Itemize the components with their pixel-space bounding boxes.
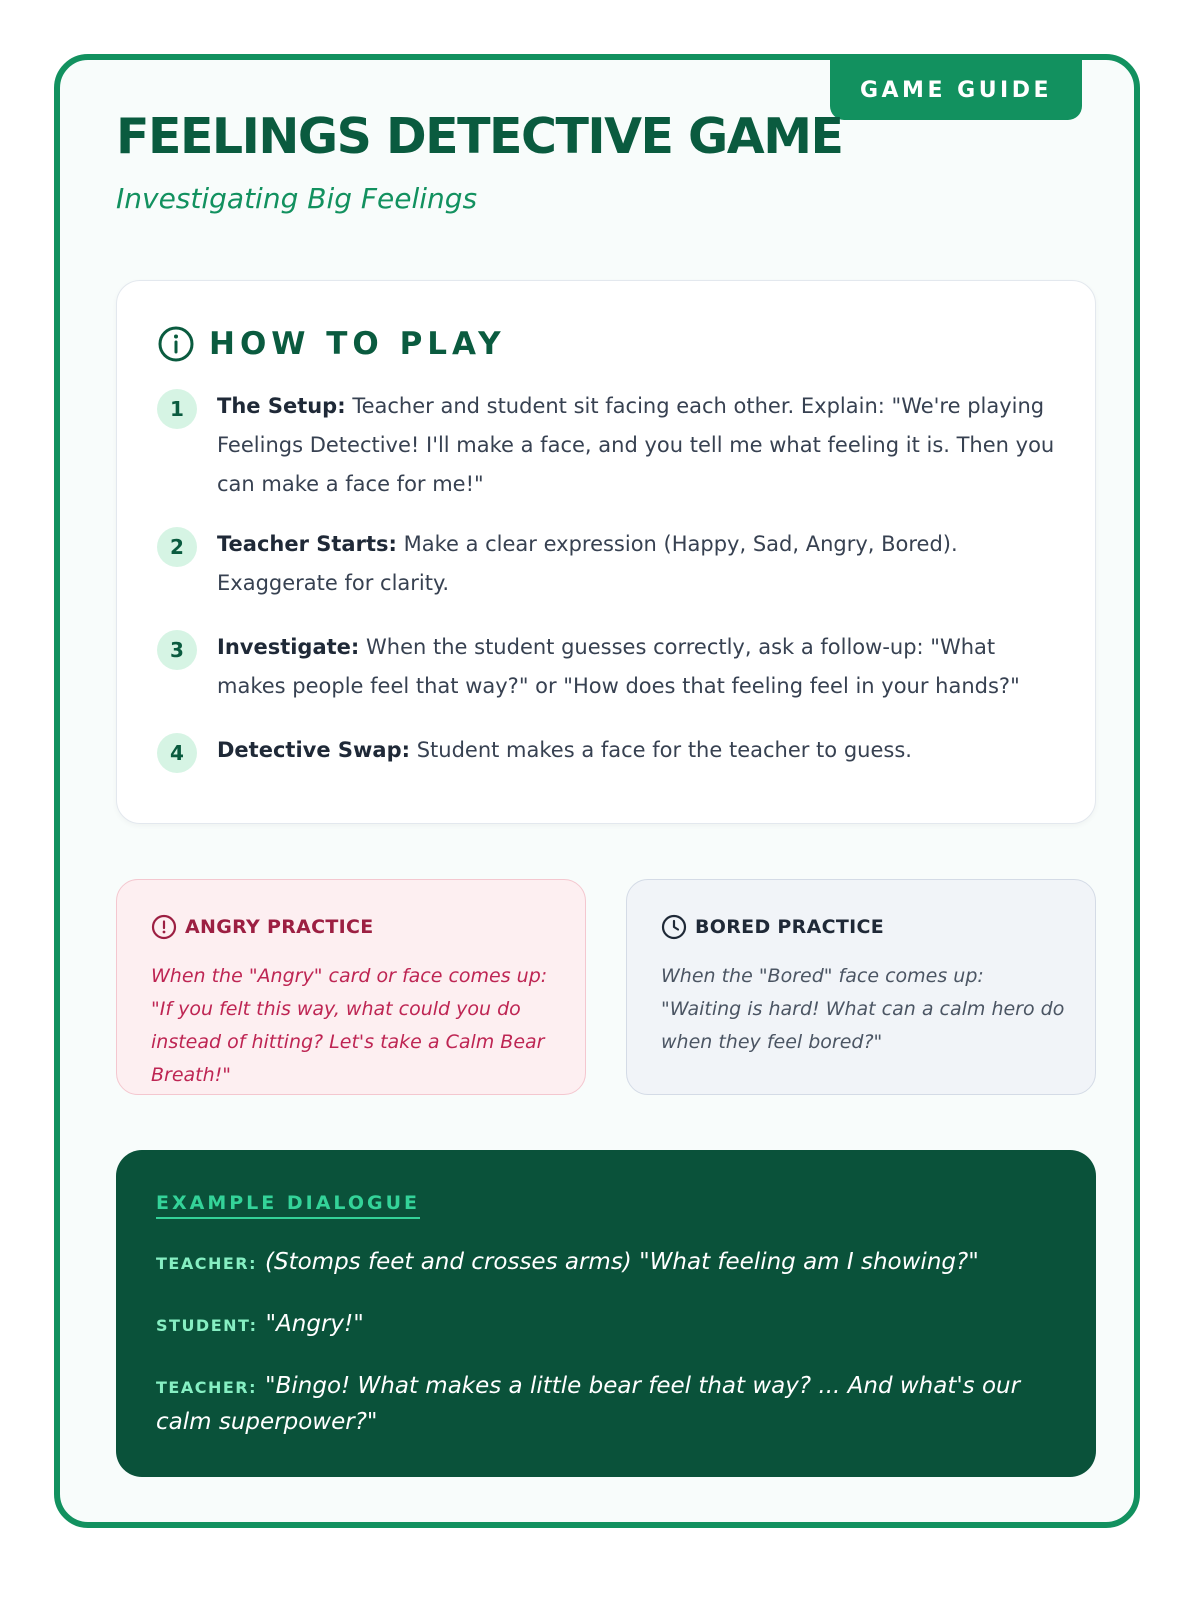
example-dialogue-title: EXAMPLE DIALOGUE bbox=[156, 1192, 420, 1219]
dialogue-speaker: TEACHER: bbox=[156, 1378, 258, 1397]
page-title: FEELINGS DETECTIVE GAME bbox=[116, 108, 843, 165]
step-text bbox=[217, 387, 1057, 504]
step-number: 1 bbox=[157, 389, 197, 429]
step-item bbox=[157, 731, 1057, 773]
dialogue-line bbox=[156, 1307, 1036, 1343]
bored-practice-card bbox=[626, 879, 1096, 1095]
angry-practice-text: When the "Angry" card or face comes up: "If you felt this way, what could you do instead of hitting? Let's take a Calm Bear Breath!" bbox=[151, 965, 548, 1086]
step-description: Teacher and student sit facing each other. Explain: "We're playing Feelings Detective! I'll make a face, and you tell me what feeling it is. Then you can make a face for me!" bbox=[217, 394, 1055, 496]
dialogue-text: (Stomps feet and crosses arms) "What feeling am I showing?" bbox=[265, 1249, 979, 1275]
clock-icon bbox=[661, 914, 695, 940]
dialogue-line bbox=[156, 1369, 1036, 1440]
step-item bbox=[157, 525, 1057, 603]
game-guide-badge: GAME GUIDE bbox=[830, 60, 1082, 120]
step-number: 4 bbox=[157, 733, 197, 773]
dialogue-speaker: TEACHER: bbox=[156, 1254, 258, 1273]
bored-practice-header bbox=[661, 914, 884, 940]
angry-practice-header bbox=[151, 914, 374, 940]
step-label: The Setup: bbox=[217, 394, 346, 418]
bored-practice-text: When the "Bored" face comes up: "Waiting is hard! What can a calm hero do when they feel bored?" bbox=[661, 965, 1065, 1053]
how-to-play-title: HOW TO PLAY bbox=[209, 326, 506, 362]
how-to-play-header bbox=[157, 325, 506, 363]
step-label: Investigate: bbox=[217, 635, 360, 659]
dialogue-text: "Bingo! What makes a little bear feel that way? ... And what's our calm superpower?" bbox=[156, 1373, 1021, 1435]
step-item bbox=[157, 628, 1057, 706]
step-text bbox=[217, 731, 912, 770]
info-circle-icon bbox=[157, 325, 195, 363]
example-dialogue-panel bbox=[116, 1150, 1096, 1477]
alert-circle-icon bbox=[151, 914, 185, 940]
step-description: Make a clear expression (Happy, Sad, Angry, Bored). Exaggerate for clarity. bbox=[217, 532, 958, 595]
step-label: Detective Swap: bbox=[217, 738, 411, 762]
step-description: When the student guesses correctly, ask a follow-up: "What makes people feel that way?" or "How does that feeling feel in your hands?" bbox=[217, 635, 1020, 698]
angry-practice-card bbox=[116, 879, 586, 1095]
step-text bbox=[217, 525, 1057, 603]
step-number: 3 bbox=[157, 630, 197, 670]
dialogue-line bbox=[156, 1245, 1036, 1281]
step-label: Teacher Starts: bbox=[217, 532, 397, 556]
page-subtitle: Investigating Big Feelings bbox=[116, 182, 478, 215]
step-description: Student makes a face for the teacher to guess. bbox=[416, 738, 912, 762]
angry-practice-title: ANGRY PRACTICE bbox=[185, 916, 374, 938]
bored-practice-title: BORED PRACTICE bbox=[695, 916, 884, 938]
step-text bbox=[217, 628, 1057, 706]
dialogue-text: "Angry!" bbox=[265, 1311, 364, 1337]
step-number: 2 bbox=[157, 527, 197, 567]
step-item bbox=[157, 387, 1057, 504]
how-to-play-panel bbox=[116, 280, 1096, 824]
dialogue-speaker: STUDENT: bbox=[156, 1316, 258, 1335]
